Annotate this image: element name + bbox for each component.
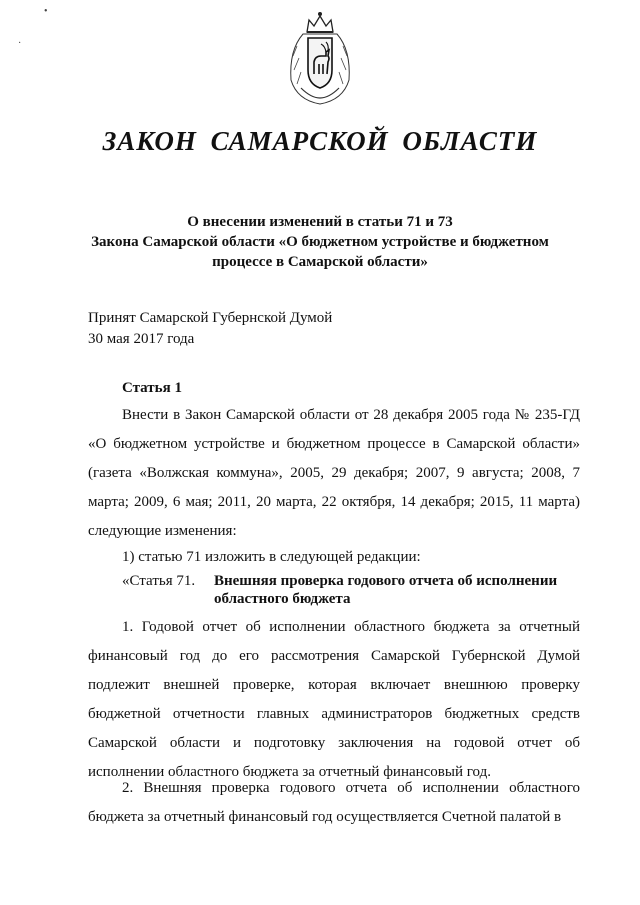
law-title: ЗАКОН САМАРСКОЙ ОБЛАСТИ — [102, 126, 538, 156]
article-71-paragraph-2: 2. Внешняя проверка годового отчета об исполнении областного бюджета за отчетный финансовый год осуществляется Счетной палатой в — [88, 780, 580, 825]
scan-mark: · — [18, 38, 22, 49]
adoption-info — [88, 308, 332, 350]
article-heading: Статья 1 — [122, 380, 182, 396]
adoption-body: Принят Самарской Губернской Думой — [88, 310, 333, 326]
amendment-item: 1) статью 71 изложить в следующей редакции: — [122, 549, 421, 565]
article-71-paragraph-1: 1. Годовой отчет об исполнении областного бюджета за отчетный финансовый год до его рассмотрения Самарской Губернской Думой подлежит внешней проверке, которая включает внешнюю проверку бюджетной отчетности главных администраторов бюджетных средств Самарской области и подготовку заключения на годовой отчет об исполнении областного бюджета за отчетный финансовый год. — [88, 619, 580, 780]
samara-coat-of-arms-icon — [283, 10, 357, 108]
article-71-title: Внешняя проверка годового отчета об исполнении областного бюджета — [214, 573, 558, 607]
law-subject — [60, 212, 580, 272]
subject-line: процессе в Самарской области» — [212, 254, 428, 270]
article-intro-paragraph: Внести в Закон Самарской области от 28 декабря 2005 года № 235-ГД «О бюджетном устройстве и бюджетном процессе в Самарской области» (газета «Волжская коммуна», 2005, 29 декабря; 2007, 9 августа; 2008, 7 марта; 2009, 6 мая; 2011, 20 марта, 22 октября, 14 декабря; 2015, 11 марта) следующие изменения: — [88, 407, 580, 539]
subject-line: Закона Самарской области «О бюджетном устройстве и бюджетном — [91, 234, 549, 250]
article-71-label: «Статья 71. — [122, 573, 196, 589]
scan-mark: • — [44, 6, 48, 17]
adoption-date: 30 мая 2017 года — [88, 331, 195, 347]
subject-line: О внесении изменений в статьи 71 и 73 — [187, 214, 453, 230]
